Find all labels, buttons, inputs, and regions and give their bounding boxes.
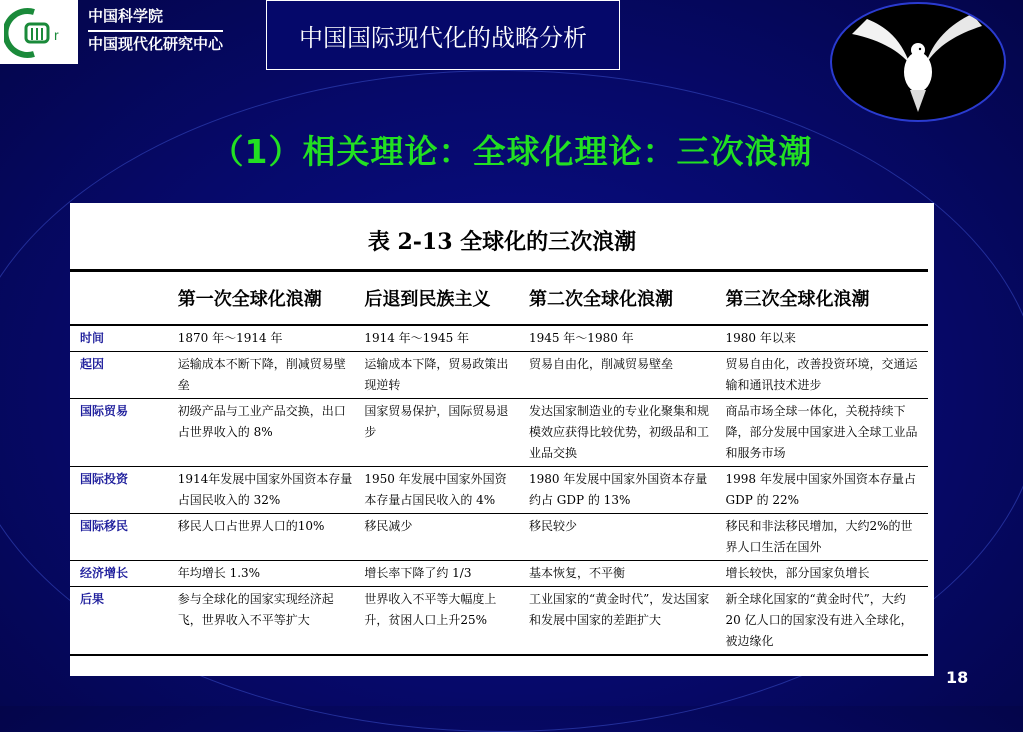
header-cell: 第三次全球化浪潮 <box>719 271 928 326</box>
table-row <box>70 325 928 352</box>
table-cell: 1914 年～1945 年 <box>358 325 523 352</box>
table-header-row <box>70 271 928 326</box>
table-cell: 运输成本不断下降，削减贸易壁垒 <box>172 352 359 399</box>
slide-heading: （1）相关理论：全球化理论：三次浪潮 <box>210 132 813 171</box>
table-cell: 移民较少 <box>523 514 720 561</box>
org-line2: 中国现代化研究中心 <box>88 30 223 54</box>
row-label: 国际贸易 <box>70 399 172 467</box>
table-cell: 1998 年发展中国家外国资本存量占 GDP 的 22% <box>719 467 928 514</box>
table-cell: 世界收入不平等大幅度上升，贫困人口上升25% <box>358 587 523 656</box>
table-cell: 运输成本下降，贸易政策出现逆转 <box>358 352 523 399</box>
table-cell: 基本恢复，不平衡 <box>523 561 720 587</box>
row-label: 起因 <box>70 352 172 399</box>
org-line1: 中国科学院 <box>88 7 164 25</box>
table-cell: 初级产品与工业产品交换，出口占世界收入的 8% <box>172 399 359 467</box>
table-cell: 1980 年发展中国家外国资本存量约占 GDP 的 13% <box>523 467 720 514</box>
row-label: 后果 <box>70 587 172 656</box>
table-cell: 商品市场全球一体化，关税持续下降，部分发展中国家进入全球工业品和服务市场 <box>719 399 928 467</box>
header-cell: 第一次全球化浪潮 <box>172 271 359 326</box>
table-row <box>70 467 928 514</box>
table-cell: 工业国家的“黄金时代”，发达国家和发展中国家的差距扩大 <box>523 587 720 656</box>
table-row <box>70 587 928 656</box>
table-cell: 1950 年发展中国家外国资本存量占国民收入的 4% <box>358 467 523 514</box>
cas-logo <box>0 0 78 64</box>
table-cell: 贸易自由化，削减贸易壁垒 <box>523 352 720 399</box>
table-row <box>70 514 928 561</box>
table-sheet <box>70 203 934 676</box>
table-cell: 1914年发展中国家外国资本存量占国民收入的 32% <box>172 467 359 514</box>
header-cell: 后退到民族主义 <box>358 271 523 326</box>
logo-icon <box>4 6 76 60</box>
table-cell: 1980 年以来 <box>719 325 928 352</box>
table-row <box>70 561 928 587</box>
table-cell: 增长率下降了约 1/3 <box>358 561 523 587</box>
org-name <box>88 6 223 54</box>
row-label: 国际移民 <box>70 514 172 561</box>
row-label: 时间 <box>70 325 172 352</box>
row-label: 国际投资 <box>70 467 172 514</box>
globalization-table <box>70 269 928 656</box>
table-caption: 表 2-13 全球化的三次浪潮 <box>367 229 637 255</box>
table-cell: 参与全球化的国家实现经济起飞，世界收入不平等扩大 <box>172 587 359 656</box>
header-cell <box>70 271 172 326</box>
dove-icon <box>832 4 1004 120</box>
table-row <box>70 399 928 467</box>
table-cell: 年均增长 1.3% <box>172 561 359 587</box>
table-cell: 发达国家制造业的专业化聚集和规模效应获得比较优势，初级品和工业品交换 <box>523 399 720 467</box>
header-cell: 第二次全球化浪潮 <box>523 271 720 326</box>
table-cell: 移民减少 <box>358 514 523 561</box>
row-label: 经济增长 <box>70 561 172 587</box>
table-cell: 移民人口占世界人口的10% <box>172 514 359 561</box>
table-cell: 1870 年～1914 年 <box>172 325 359 352</box>
page-number: 18 <box>946 668 969 687</box>
table-cell: 贸易自由化，改善投资环境，交通运输和通讯技术进步 <box>719 352 928 399</box>
table-cell: 增长较快，部分国家负增长 <box>719 561 928 587</box>
table-cell: 新全球化国家的“黄金时代”，大约 20 亿人口的国家没有进入全球化，被边缘化 <box>719 587 928 656</box>
dove-image <box>830 2 1006 122</box>
svg-text:r: r <box>54 27 59 43</box>
table-cell: 国家贸易保护，国际贸易退步 <box>358 399 523 467</box>
table-row <box>70 352 928 399</box>
slide-title: 中国国际现代化的战略分析 <box>266 0 620 70</box>
table-cell: 移民和非法移民增加，大约2%的世界人口生活在国外 <box>719 514 928 561</box>
table-cell: 1945 年～1980 年 <box>523 325 720 352</box>
